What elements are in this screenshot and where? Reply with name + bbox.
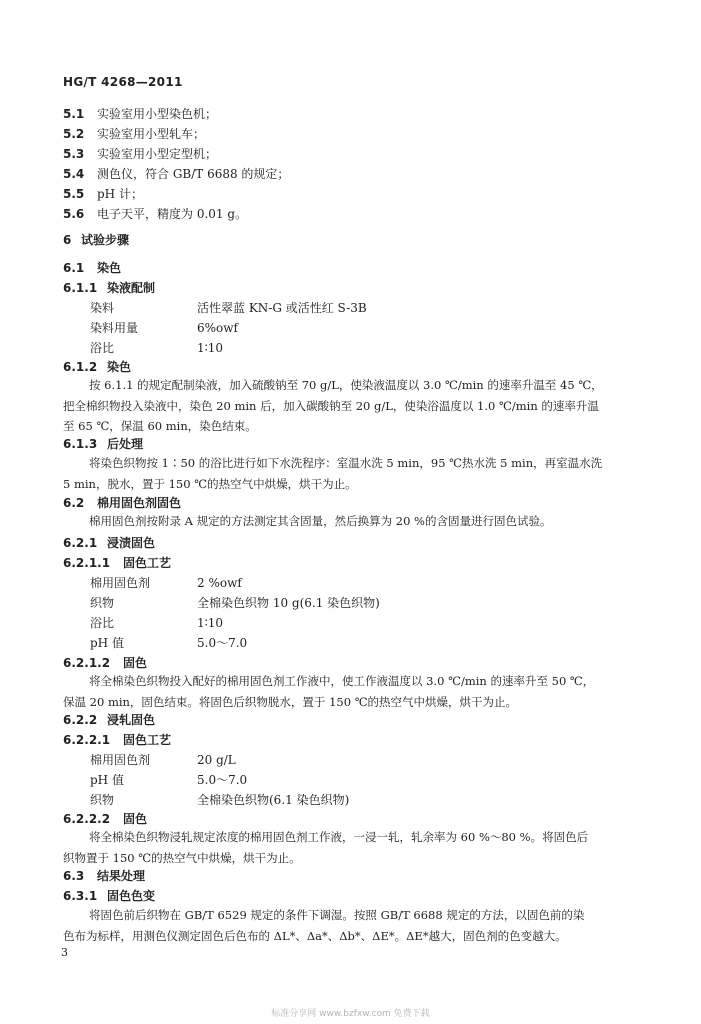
paragraph-line: 按 6.1.1 的规定配制染液，加入硫酸钠至 70 g/L，使染液温度以 3.0 ℃/min 的速率升温至 45 ℃，: [89, 378, 603, 392]
item-number: 5.2: [63, 127, 85, 141]
section-number: 6.3: [63, 869, 85, 883]
item-number: 5.5: [63, 187, 85, 201]
item-text: 测色仪，符合 GB/T 6688 的规定；: [97, 167, 290, 181]
section-heading: [63, 536, 155, 550]
item-text: pH 计；: [97, 187, 143, 201]
item-text: 实验室用小型轧车；: [97, 127, 206, 141]
section-title: 棉用固色剂固色: [97, 496, 182, 510]
section-title: 固色: [123, 656, 148, 670]
list-item: [63, 127, 205, 141]
item-text: 实验室用小型染色机；: [97, 107, 218, 121]
paragraph: [63, 827, 623, 868]
recipe-value: 20 g/L: [197, 753, 236, 767]
paragraph: [63, 511, 623, 532]
recipe-key: 浴比: [90, 341, 115, 355]
section-heading: [63, 713, 155, 727]
footer-watermark: 标准分享网 www.bzfxw.com 免费下载: [271, 1009, 430, 1019]
recipe-value: 5.0～7.0: [197, 773, 248, 787]
section-number: 6.3.1: [63, 889, 98, 903]
paragraph-line: 棉用固色剂按附录 A 规定的方法测定其含固量，然后换算为 20 %的含固量进行固色试验。: [89, 514, 552, 528]
section-heading: [63, 281, 155, 295]
section-title: 后处理: [107, 437, 144, 451]
section-number: 6.2.2.1: [63, 733, 111, 747]
paragraph-line: 至 65 ℃，保温 60 min，染色结束。: [63, 419, 257, 433]
recipe-key: pH 值: [90, 636, 124, 650]
recipe-value: 6%owf: [197, 321, 238, 335]
recipe-key: 棉用固色剂: [90, 753, 151, 767]
section-heading: [63, 556, 171, 570]
section-heading: [63, 812, 147, 826]
section-title: 结果处理: [97, 869, 146, 883]
item-number: 5.1: [63, 107, 85, 121]
section-heading: [63, 261, 121, 275]
section-number: 6.2.2: [63, 713, 98, 727]
section-title: 染液配制: [107, 281, 156, 295]
list-item: [63, 187, 143, 201]
recipe-key: 染料: [90, 301, 115, 315]
recipe-key: 棉用固色剂: [90, 576, 151, 590]
recipe-key: pH 值: [90, 773, 124, 787]
paragraph: [63, 905, 623, 946]
paragraph-line: 5 min，脱水，置于 150 ℃的热空气中烘燥，烘干为止。: [63, 476, 357, 491]
section-heading: [63, 656, 147, 670]
recipe-value: 1∶10: [197, 616, 224, 630]
recipe-value: 2 %owf: [197, 576, 242, 590]
paragraph-line: 将染色织物按 1∶50 的浴比进行如下水洗程序：室温水洗 5 min，95 ℃热水洗 5 min，再室温水洗: [89, 456, 603, 470]
section-title: 染色: [107, 360, 132, 374]
list-item: [63, 207, 247, 221]
section-heading: [63, 360, 131, 374]
section-number: 6.1.2: [63, 360, 98, 374]
recipe-value: 5.0～7.0: [197, 636, 248, 650]
standard-number: HG/T 4268—2011: [63, 75, 183, 89]
section-number: 6.2.2.2: [63, 812, 111, 826]
section-number: 6.1.3: [63, 437, 98, 451]
recipe-value: 全棉染色织物 10 g(6.1 染色织物): [197, 596, 380, 610]
section-title: 浸轧固色: [107, 713, 156, 727]
paragraph-line: 保温 20 min，固色结束。将固色后织物脱水，置于 150 ℃的热空气中烘燥，烘干为止。: [63, 694, 518, 709]
section-number: 6.2: [63, 496, 85, 510]
section-number: 6.1: [63, 261, 85, 275]
paragraph-line: 将全棉染色织物投入配好的棉用固色剂工作液中，使工作液温度以 3.0 ℃/min 的速率升至 50 ℃，: [89, 674, 595, 688]
item-number: 5.6: [63, 207, 85, 221]
section-heading: [63, 437, 143, 451]
list-item: [63, 147, 217, 161]
section-title: 固色工艺: [123, 556, 172, 570]
recipe-key: 织物: [90, 596, 115, 610]
section-title: 染色: [97, 261, 122, 275]
paragraph-line: 色布为标样，用测色仪测定固色后色布的 ΔL*、Δa*、Δb*、ΔE*。ΔE*越大，固色剂的色变越大。: [63, 928, 567, 943]
item-number: 5.4: [63, 167, 85, 181]
section-title: 浸渍固色: [107, 536, 156, 550]
recipe-value: 1∶10: [197, 341, 224, 355]
section-title: 试验步骤: [81, 233, 130, 247]
paragraph: [63, 671, 623, 712]
paragraph: [63, 375, 623, 437]
item-text: 电子天平，精度为 0.01 g。: [97, 207, 248, 221]
item-text: 实验室用小型定型机；: [97, 147, 218, 161]
paragraph-line: 把全棉织物投入染液中，染色 20 min 后，加入碳酸钠至 20 g/L，使染浴温度以 1.0 ℃/min 的速率升温: [63, 398, 599, 413]
list-item: [63, 107, 217, 121]
section-heading: [63, 496, 181, 510]
paragraph-line: 将固色前后织物在 GB/T 6529 规定的条件下调湿。按照 GB/T 6688 规定的方法，以固色前的染: [89, 908, 585, 922]
paragraph: [63, 453, 623, 494]
section-heading: [63, 733, 171, 747]
list-item: [63, 167, 289, 181]
section-number: 6.1.1: [63, 281, 98, 295]
section-heading: [63, 233, 129, 247]
section-number: 6: [63, 233, 72, 247]
recipe-value: 全棉染色织物(6.1 染色织物): [197, 793, 350, 807]
recipe-key: 染料用量: [90, 321, 139, 335]
paragraph-line: 织物置于 150 ℃的热空气中烘燥，烘干为止。: [63, 850, 301, 865]
section-number: 6.2.1.2: [63, 656, 111, 670]
section-title: 固色色变: [107, 889, 156, 903]
section-number: 6.2.1.1: [63, 556, 111, 570]
section-title: 固色: [123, 812, 148, 826]
section-title: 固色工艺: [123, 733, 172, 747]
section-number: 6.2.1: [63, 536, 98, 550]
paragraph-line: 将全棉染色织物浸轧规定浓度的棉用固色剂工作液，一浸一轧，轧余率为 60 %～80 %。将固色后: [89, 830, 589, 844]
page-number: 3: [61, 946, 68, 959]
section-heading: [63, 869, 145, 883]
recipe-key: 织物: [90, 793, 115, 807]
recipe-value: 活性翠蓝 KN-G 或活性红 S-3B: [197, 301, 367, 315]
recipe-key: 浴比: [90, 616, 115, 630]
section-heading: [63, 889, 155, 903]
item-number: 5.3: [63, 147, 85, 161]
